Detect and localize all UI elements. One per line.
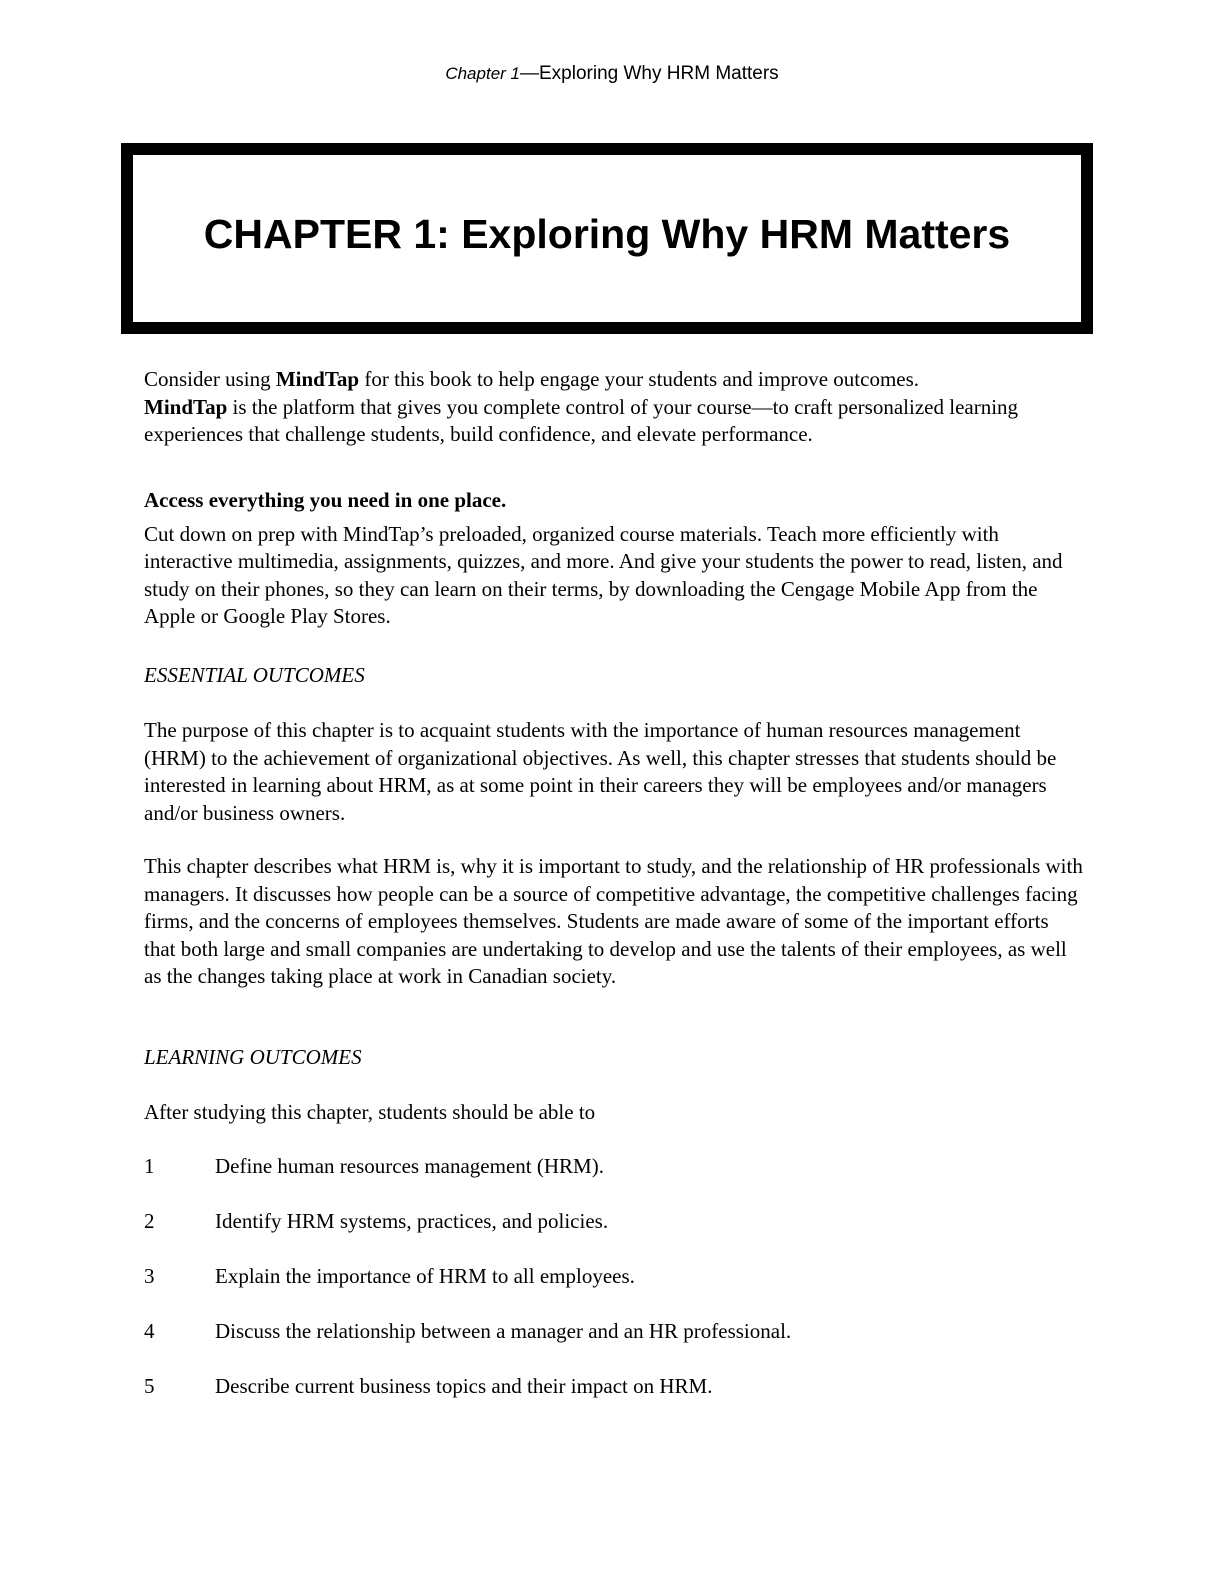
running-header-title: Exploring Why HRM Matters	[539, 63, 779, 84]
mindtap-brand-2: MindTap	[144, 394, 228, 419]
essential-outcomes-heading: ESSENTIAL OUTCOMES	[144, 663, 365, 687]
intro-paragraph	[144, 366, 1084, 449]
list-item	[144, 1263, 635, 1290]
mindtap-brand-1: MindTap	[275, 367, 360, 391]
list-item	[144, 1373, 712, 1400]
learning-outcomes-heading: LEARNING OUTCOMES	[144, 1045, 362, 1069]
intro-text-1: Consider using	[144, 367, 276, 391]
list-item-number: 3	[144, 1264, 155, 1288]
learning-intro: After studying this chapter, students should be able to	[144, 1100, 596, 1124]
list-item-number: 4	[144, 1319, 155, 1343]
access-heading: Access everything you need in one place.	[144, 488, 507, 512]
list-item	[144, 1318, 791, 1345]
essential-text-2: This chapter describes what HRM is, why it is important to study, and the relationship of HR professionals with managers. It discusses how people can be a source of competitive advantage, the competitive challenges facing firms, and the concerns of employees themselves. Students are made aware of some of the important efforts that both large and small companies are undertaking to develop and use the talents of their employees, as well as the changes taking place at work in Canadian society.	[144, 854, 1083, 988]
chapter-title: CHAPTER 1: Exploring Why HRM Matters	[203, 211, 1011, 257]
essential-text-1: The purpose of this chapter is to acquaint students with the importance of human resources management (HRM) to the achievement of organizational objectives. As well, this chapter stresses that students should be interested in learning about HRM, as at some point in their careers they will be employees and/or managers and/or business owners.	[144, 718, 1057, 825]
list-item-number: 5	[144, 1374, 155, 1398]
intro-text-2: for this book to help engage your students and improve outcomes.	[359, 367, 920, 391]
running-header-chapter: Chapter 1	[445, 64, 520, 83]
list-item-text: Identify HRM systems, practices, and policies.	[215, 1209, 609, 1233]
list-item-number: 1	[144, 1154, 155, 1178]
intro-text-3: is the platform that gives you complete control of your course—to craft personalized learning experiences that challenge students, build confidence, and elevate performance.	[144, 394, 1019, 446]
learning-intro-wrap	[144, 1099, 1084, 1127]
running-header-dash: —	[520, 63, 539, 84]
list-item-text: Discuss the relationship between a manager and an HR professional.	[215, 1319, 792, 1343]
list-item	[144, 1208, 608, 1235]
chapter-title-box	[121, 143, 1093, 334]
list-item-text: Explain the importance of HRM to all employees.	[215, 1264, 635, 1288]
running-header	[0, 62, 1224, 86]
learning-outcomes-heading-wrap	[144, 1044, 1084, 1072]
essential-paragraph-2	[144, 853, 1084, 991]
list-item	[144, 1153, 604, 1180]
access-body: Cut down on prep with MindTap’s preloaded, organized course materials. Teach more efficiently with interactive multimedia, assignments, quizzes, and more. And give your students the power to read, listen, and study on their phones, so they can learn on their terms, by downloading the Cengage Mobile App from the Apple or Google Play Stores.	[144, 521, 1063, 628]
list-item-number: 2	[144, 1209, 155, 1233]
essential-paragraph-1	[144, 717, 1084, 827]
essential-outcomes-heading-wrap	[144, 662, 1084, 690]
access-section	[144, 487, 1084, 631]
list-item-text: Describe current business topics and their impact on HRM.	[215, 1374, 713, 1398]
list-item-text: Define human resources management (HRM).	[215, 1154, 604, 1178]
